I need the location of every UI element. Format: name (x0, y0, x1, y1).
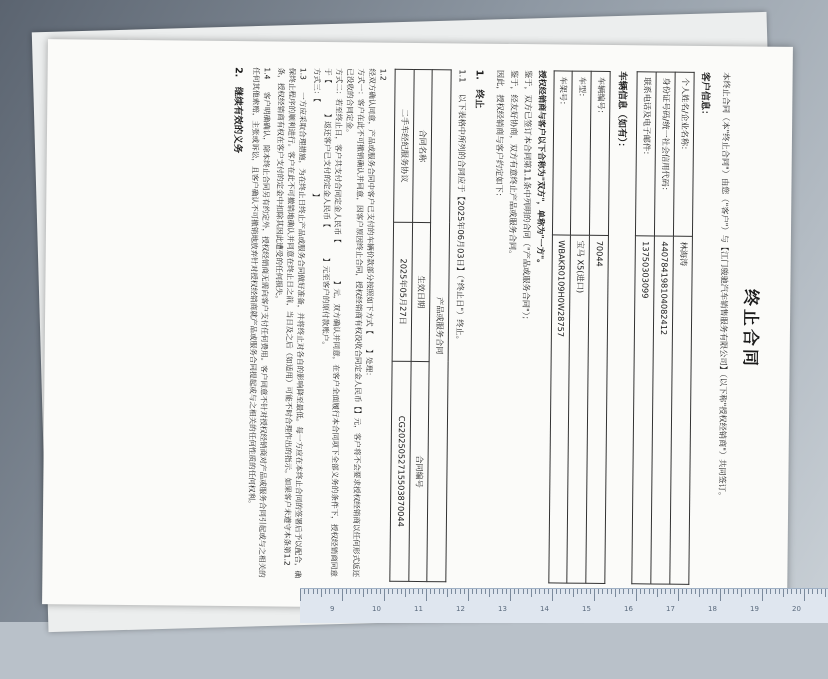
preamble-line: 鉴于，双方已签订本合同第1.1条中列明的合同（"产品或服务合同"）； (520, 70, 534, 325)
ruler-tick (573, 589, 574, 597)
clause-text: 以下表格中所列的合同应于【2025年06月03日】（"终止日"）终止。 (455, 94, 468, 344)
ruler-tick (581, 589, 582, 594)
contract-page (42, 39, 793, 612)
ruler-tick (313, 589, 314, 594)
ruler-tick (632, 589, 633, 594)
ruler-tick (464, 589, 465, 594)
ruler-tick (380, 589, 381, 594)
ruler-tick (376, 589, 377, 594)
ruler-tick (355, 589, 356, 594)
ruler-tick (434, 589, 435, 594)
ruler-tick (619, 589, 620, 594)
ruler-tick (531, 589, 532, 597)
table-group-header: 产品或服务合同 (427, 70, 451, 582)
ruler-tick (733, 589, 734, 594)
ruler-tick (443, 589, 444, 594)
vehicle-heading: 车辆信息（如有）： (615, 71, 628, 152)
ruler-tick (703, 589, 704, 594)
ruler-tick (539, 589, 540, 594)
customer-value: 林海涛 (670, 236, 693, 584)
document-rotated-wrapper (119, 0, 761, 678)
ruler-label: 20 (792, 605, 801, 613)
vehicle-table (548, 70, 611, 584)
vehicle-value: WBAKR0109H0W28757 (548, 235, 571, 583)
column-header: 合同编号 (408, 361, 429, 581)
ruler-tick (409, 589, 410, 594)
ruler-tick (682, 589, 683, 594)
ruler-tick (321, 589, 322, 597)
ruler-tick (724, 589, 725, 594)
ruler-tick (623, 589, 624, 594)
preamble-line: 因此，授权经销商与客户约定如下： (494, 69, 506, 201)
preamble-block (488, 70, 547, 584)
ruler-tick (674, 589, 675, 594)
vehicle-value: 宝马 X5(进口) (567, 235, 590, 583)
vehicle-value: 70044 (586, 235, 609, 583)
section-2-heading: 2. 继续有效的义务 (231, 67, 244, 154)
table-cell: 2025年05月27日 (392, 222, 412, 361)
ruler-tick (577, 589, 578, 594)
ruler-tick (670, 589, 671, 594)
ruler-tick (695, 589, 696, 594)
ruler-tick (661, 589, 662, 594)
vehicle-label: 车架号： (552, 71, 573, 235)
ruler-tick (455, 589, 456, 594)
ruler-tick (367, 589, 368, 594)
ruler-label: 17 (666, 605, 675, 613)
table-cell: CG2025052715503870044 (390, 361, 411, 581)
ruler-tick (342, 589, 343, 601)
clause-1-3 (270, 67, 308, 580)
contract-table (389, 69, 452, 583)
ruler-tick (649, 589, 650, 594)
ruler-tick (334, 589, 335, 594)
ruler-tick (607, 589, 608, 594)
clause-text: 客户明确确认，除本终止合同另有约定外，授权经销商无需向客户支付任何费用。客户同意不针对授权经销商对产品或服务合同引起或与之相关的任何其他索赔，主张或诉讼，且客户确认不可撤销地放弃针对授权经销商就产品或服务合同提起或与之相关的任何性质的任何权利。 (246, 67, 272, 578)
customer-value: 13750303099 (632, 236, 655, 584)
ruler-tick (699, 589, 700, 597)
ruler-tick (825, 589, 826, 597)
ruler-tick (350, 589, 351, 594)
ruler-tick (544, 589, 545, 594)
ruler-tick (506, 589, 507, 594)
section-1-heading: 1. 终止 (473, 69, 485, 109)
ruler-tick (787, 589, 788, 594)
ruler-tick (758, 589, 759, 594)
ruler-tick (514, 589, 515, 594)
ruler-tick (430, 589, 431, 594)
ruler-tick (720, 589, 721, 601)
vehicle-label: 车辆编号： (590, 71, 611, 235)
ruler-tick (716, 589, 717, 594)
ruler-tick (359, 589, 360, 594)
ruler-tick (678, 589, 679, 601)
ruler-tick (728, 589, 729, 594)
ruler-tick (712, 589, 713, 594)
ruler-tick (510, 589, 511, 601)
ruler-tick (518, 589, 519, 594)
document-title: 终止合同 (739, 288, 761, 370)
ruler-tick (451, 589, 452, 594)
clause-number: 1.3 (298, 67, 308, 80)
clause-number: 1.1 (457, 69, 468, 83)
ruler-tick (426, 589, 427, 601)
ruler-tick (397, 589, 398, 594)
ruler-tick (418, 589, 419, 594)
ruler-tick (766, 589, 767, 594)
ruler-tick (308, 589, 309, 594)
ruler-tick (384, 589, 385, 601)
ruler-tick (636, 589, 637, 601)
ruler-tick (363, 589, 364, 597)
ruler-tick (665, 589, 666, 594)
ruler-label: 19 (750, 605, 759, 613)
customer-label: 个人姓名/企业名称： (673, 72, 694, 236)
ruler-tick (371, 589, 372, 594)
ruler-tick (628, 589, 629, 594)
ruler-tick (598, 589, 599, 594)
customer-label: 身份证号码/统一社会信用代码： (654, 72, 675, 236)
ruler-label: 11 (414, 605, 423, 613)
ruler-tick (552, 589, 553, 601)
clause-number: 1.4 (262, 67, 272, 80)
ruler-tick (502, 589, 503, 594)
ruler-tick (401, 589, 402, 594)
ruler-tick (468, 589, 469, 601)
ruler-tick (737, 589, 738, 594)
ruler-tick (686, 589, 687, 594)
ruler-tick (821, 589, 822, 594)
ruler-tick (791, 589, 792, 594)
ruler-tick (565, 589, 566, 594)
clause-line: 方式一：客户在此不可撤销确认并同意，因客户原因终止合同，授权经销商有权没收合同定金人民币【】元，客户将不会要求授权经销商以任何形式返还已没收的合同定金。 (344, 68, 366, 578)
ruler-tick (481, 589, 482, 594)
ruler-tick (447, 589, 448, 597)
ruler-tick (523, 589, 524, 594)
ruler-tick (422, 589, 423, 594)
ruler-tick (586, 589, 587, 594)
ruler-label: 12 (456, 605, 465, 613)
ruler-tick (754, 589, 755, 594)
ruler-tick (594, 589, 595, 601)
ruler-tick (783, 589, 784, 597)
ruler-tick (497, 589, 498, 594)
ruler-tick (535, 589, 536, 594)
ruler-label: 16 (624, 605, 633, 613)
ruler-tick (615, 589, 616, 597)
ruler-label: 14 (540, 605, 549, 613)
ruler-label: 10 (372, 605, 381, 613)
ruler-tick (745, 589, 746, 594)
ruler-tick (556, 589, 557, 594)
ruler-tick (388, 589, 389, 594)
ruler-tick (749, 589, 750, 594)
clause-number: 1.2 (378, 68, 388, 81)
ruler-tick (300, 589, 301, 601)
clause-line: 方式三：【 】 (310, 67, 322, 201)
ruler-tick (476, 589, 477, 594)
ruler-tick (304, 589, 305, 594)
ruler-label: 9 (330, 605, 335, 613)
ruler-tick (338, 589, 339, 594)
ruler-tick (770, 589, 771, 594)
customer-label: 联系电话及电子邮件： (635, 72, 656, 236)
ruler-tick (804, 589, 805, 601)
customer-table (631, 71, 694, 585)
clause-text: 一方应采取合理措施，为在终止日终止产品或服务合同做好准备，并将终止对各自的影响降至最低。每一方应在本终止合同的签署后予以配合，确保终止程序的顺利进行。客户在此不可撤销地确认并同意在终止日之前，当日及之后（如适用）可能不时合理作出的指示。如果客户未遵守本条第1.2条，授权经销商有权在客户支付的定金中扣除其因此遭受的任何损失。 (273, 67, 308, 579)
ruler-tick (460, 589, 461, 594)
ruler-tick (548, 589, 549, 594)
ruler-tick (413, 589, 414, 594)
ruler-tick (707, 589, 708, 594)
customer-value: 440784198104082412 (651, 236, 674, 584)
ruler (300, 588, 828, 623)
intro-paragraph: 本终止合同（本"终止合同"）由您（"客户"）与【江门骏驰汽车销售服务有限公司】（以下称"授权经销商"）共同签订。 (717, 72, 733, 501)
clause-1-2 (306, 68, 388, 582)
ruler-tick (527, 589, 528, 594)
ruler-tick (653, 589, 654, 594)
ruler-tick (325, 589, 326, 594)
ruler-label: 15 (582, 605, 591, 613)
ruler-tick (602, 589, 603, 594)
preamble-line: 鉴于，经友好协商，双方有意终止产品或服务合同。 (507, 69, 520, 259)
ruler-tick (644, 589, 645, 594)
clause-line: 方式二：若至终止日，客户共支付合同定金人民币【 】元，双方确认并同意，在客户全面履行本合同项下全部义务的条件下，授权经销商同意于【 】返还客户已支付的定金人民币【 】元至客户的原付款账户。 (320, 67, 344, 577)
ruler-tick (439, 589, 440, 594)
ruler-tick (817, 589, 818, 594)
ruler-tick (800, 589, 801, 594)
ruler-tick (775, 589, 776, 594)
ruler-tick (611, 589, 612, 594)
ruler-tick (392, 589, 393, 594)
ruler-label: 18 (708, 605, 717, 613)
ruler-tick (779, 589, 780, 594)
ruler-tick (569, 589, 570, 594)
preamble-line: 授权经销商与客户以下合称为"双方"，单称为"一方"。 (535, 70, 548, 268)
ruler-tick (560, 589, 561, 594)
clause-1-1 (451, 69, 468, 582)
ruler-tick (808, 589, 809, 594)
ruler-tick (691, 589, 692, 594)
ruler-tick (590, 589, 591, 594)
vehicle-label: 车型： (571, 71, 592, 235)
ruler-tick (329, 589, 330, 594)
ruler-tick (317, 589, 318, 594)
ruler-tick (812, 589, 813, 594)
column-header: 生效日期 (411, 222, 431, 361)
ruler-tick (657, 589, 658, 597)
ruler-tick (640, 589, 641, 594)
ruler-label: 13 (498, 605, 507, 613)
ruler-tick (493, 589, 494, 594)
ruler-tick (489, 589, 490, 597)
ruler-tick (762, 589, 763, 601)
ruler-tick (796, 589, 797, 594)
clause-line: 经双方确认同意，产品或服务合同中客户已支付的车辆价款部分按照如下方式【 】处理： (364, 68, 377, 380)
ruler-tick (346, 589, 347, 594)
ruler-tick (741, 589, 742, 597)
clause-1-4 (245, 67, 272, 580)
customer-heading: 客户信息： (699, 71, 712, 120)
table-cell: 二手车经纪服务协议 (393, 69, 413, 222)
ruler-tick (485, 589, 486, 594)
ruler-tick (405, 589, 406, 597)
ruler-tick (472, 589, 473, 594)
column-header: 合同名称 (412, 69, 432, 222)
